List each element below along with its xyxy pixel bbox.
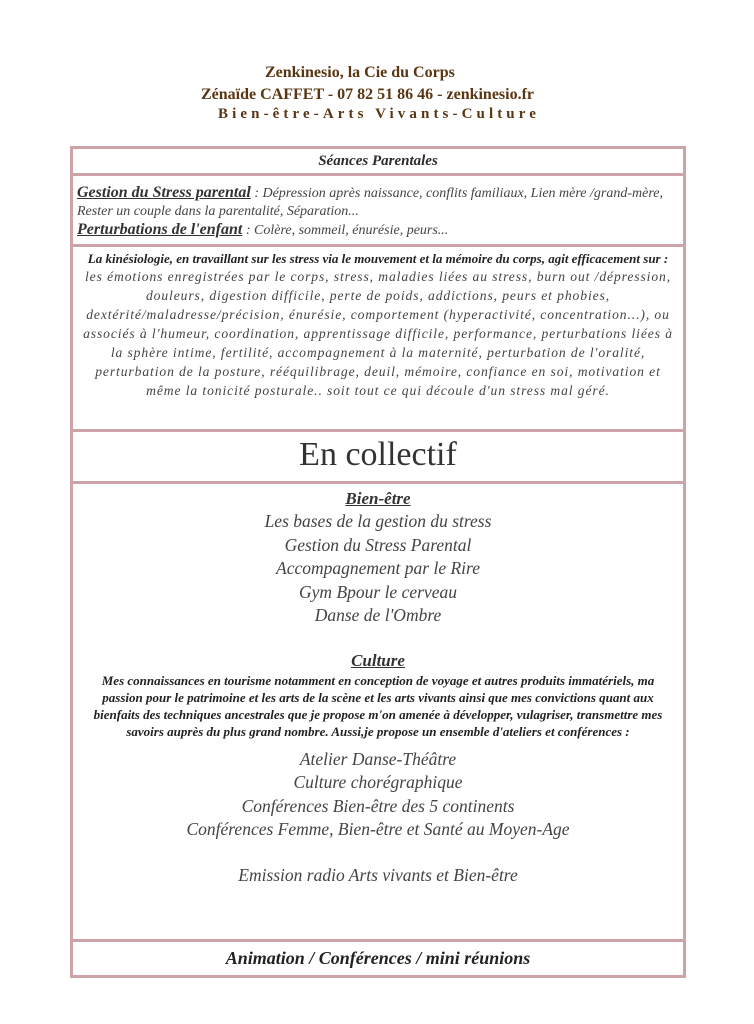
tagline: Bien-être-Arts Vivants-Culture [218, 106, 540, 122]
parental-term: Perturbations de l'enfant [77, 221, 243, 238]
parental-term: Gestion du Stress parental [77, 184, 251, 201]
bienetre-item: Accompagnement par le Rire [276, 558, 480, 578]
kinesio-lead: La kinésiologie, en travaillant sur les stress via le mouvement et la mémoire du corps, agit efficacement sur : [87, 251, 669, 266]
parental-item [77, 221, 679, 240]
culture-list [73, 748, 683, 888]
culture-item: Conférences Femme, Bien-être et Santé au Moyen-Age [186, 819, 570, 839]
culture-item: Conférences Bien-être des 5 continents [241, 795, 515, 816]
content-frame [70, 146, 686, 978]
company-name: Zenkinesio, la Cie du Corps [265, 64, 455, 81]
culture-item: Atelier Danse-Théâtre [299, 748, 457, 769]
bienetre-item: Gym Bpour le cerveau [299, 581, 457, 602]
collectif-title: En collectif [299, 436, 457, 473]
bienetre-item: Gestion du Stress Parental [284, 534, 472, 555]
contact-line: Zénaïde CAFFET - 07 82 51 86 46 - zenkinesio.fr [201, 86, 535, 103]
culture-extra: Emission radio Arts vivants et Bien-être [238, 864, 518, 885]
parental-item [77, 184, 679, 221]
bienetre-item: Les bases de la gestion du stress [264, 511, 492, 531]
culture-item: Culture chorégraphique [293, 772, 463, 792]
parental-desc: : Colère, sommeil, énurésie, peurs... [242, 223, 449, 238]
footer-label: Animation / Conférences / mini réunions [225, 948, 531, 968]
collectif-section [73, 484, 683, 939]
parental-desc: : Dépression après naissance, conflits familiaux, Lien mère /grand-mère, Rester un couple dans la parentalité, Séparation... [77, 186, 663, 219]
parental-section [73, 176, 683, 244]
parental-title: Séances Parentales [318, 153, 438, 169]
bienetre-item: Danse de l'Ombre [314, 605, 442, 625]
culture-text: Mes connaissances en tourisme notamment en conception de voyage et autres produits immatériels, ma passion pour le patrimoine et les arts de la scène et les arts vivants ainsi que mes convictions quant aux bienfaits des techniques ancestrales que je propose m'on amenée à développer, vulagriser, transmettre mes savoirs auprès du plus grand nombre. Aussi,je propose un ensemble d'ateliers et conférences : [93, 672, 663, 739]
culture-heading: Culture [351, 650, 405, 670]
bienetre-heading: Bien-être [345, 489, 411, 508]
kinesio-section [73, 247, 683, 429]
kinesio-body: les émotions enregistrées par le corps, stress, maladies liées au stress, burn out /dépression, douleurs, digestion difficile, perte de poids, addictions, peurs et phobies, dextérité/maladresse/précision, énurésie, comportement (hyperactivité, concentration...), ou associés à l'humeur, coordination, apprentissage difficile, performance, perturbations liées à la sphère intime, fertilité, accompagnement à la maternité, perturbation de l'oralité, perturbation de la posture, rééquilibrage, deuil, mémoire, confiance en soi, motivation et même la tonicité posturale.. soit tout ce qui découle d'un stress mal géré. [83, 269, 673, 398]
